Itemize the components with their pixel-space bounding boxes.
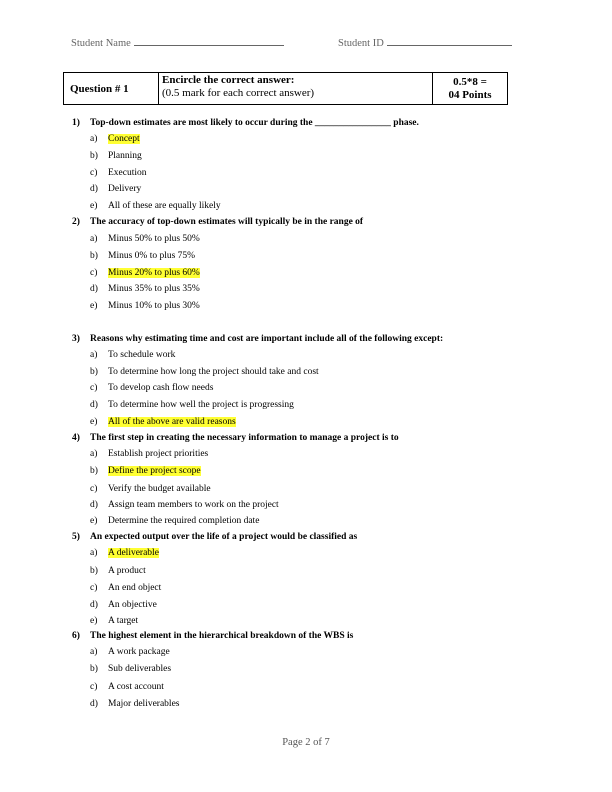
answer-option[interactable] — [90, 449, 208, 459]
answer-option[interactable] — [90, 516, 259, 526]
option-letter: d) — [90, 600, 98, 610]
option-text: To develop cash flow needs — [108, 383, 214, 393]
highlighted-answer-text: All of the above are valid reasons — [108, 417, 236, 427]
option-text: To determine how long the project should take and cost — [108, 367, 319, 377]
answer-option[interactable] — [90, 647, 170, 657]
question-3 — [72, 334, 542, 344]
answer-option[interactable] — [90, 350, 175, 360]
question-number: 5) — [72, 532, 80, 542]
option-letter: b) — [90, 664, 98, 674]
answer-option[interactable] — [90, 616, 138, 626]
answer-option[interactable] — [90, 600, 157, 610]
option-letter: b) — [90, 466, 98, 476]
student-id-field — [338, 36, 512, 49]
option-letter: e) — [90, 516, 98, 526]
answer-option[interactable] — [90, 484, 211, 494]
option-text: Determine the required completion date — [108, 516, 260, 526]
option-letter: a) — [90, 234, 98, 244]
answer-option[interactable] — [90, 400, 294, 410]
instruction-title: Encircle the correct answer: — [162, 74, 295, 86]
option-letter: a) — [90, 134, 98, 144]
question-text: Top-down estimates are most likely to occur during the ________________ phase. — [90, 118, 419, 128]
points-cell — [433, 73, 507, 104]
question-header-table — [63, 72, 508, 105]
instruction-note: (0.5 mark for each correct answer) — [162, 87, 315, 99]
option-text: To determine how well the project is progressing — [108, 400, 294, 410]
answer-option[interactable] — [90, 134, 140, 144]
option-text: A cost account — [108, 682, 164, 692]
option-text: Planning — [108, 151, 142, 161]
option-letter: b) — [90, 251, 98, 261]
answer-option[interactable] — [90, 583, 161, 593]
answer-option[interactable] — [90, 664, 171, 674]
highlighted-answer-text: Concept — [108, 134, 140, 144]
answer-option[interactable] — [90, 234, 200, 244]
highlighted-answer-text: Define the project scope — [108, 466, 201, 476]
question-label: Question # 1 — [64, 73, 159, 104]
answer-option[interactable] — [90, 184, 141, 194]
option-text: Minus 35% to plus 35% — [108, 284, 200, 294]
question-2 — [72, 217, 542, 227]
question-number: 4) — [72, 433, 80, 443]
option-letter: c) — [90, 583, 98, 593]
option-letter: c) — [90, 268, 98, 278]
student-id-blank — [387, 36, 512, 46]
option-text: Minus 0% to plus 75% — [108, 251, 196, 261]
option-letter: a) — [90, 548, 98, 558]
option-text: A product — [108, 566, 146, 576]
option-text: Establish project priorities — [108, 449, 209, 459]
option-letter: e) — [90, 616, 98, 626]
option-text: All of these are equally likely — [108, 201, 221, 211]
option-letter: b) — [90, 566, 98, 576]
answer-option[interactable] — [90, 500, 279, 510]
option-letter: d) — [90, 400, 98, 410]
answer-option[interactable] — [90, 168, 147, 178]
question-4 — [72, 433, 542, 443]
answer-option[interactable] — [90, 383, 213, 393]
option-letter: e) — [90, 201, 98, 211]
option-letter: b) — [90, 367, 98, 377]
option-letter: a) — [90, 350, 98, 360]
option-text: A target — [108, 616, 139, 626]
option-letter: c) — [90, 484, 98, 494]
option-letter: e) — [90, 301, 98, 311]
question-text: An expected output over the life of a project would be classified as — [90, 532, 358, 542]
option-text: Verify the budget available — [108, 484, 211, 494]
question-number: 3) — [72, 334, 80, 344]
option-text: Sub deliverables — [108, 664, 172, 674]
question-text: The accuracy of top-down estimates will typically be in the range of — [90, 217, 364, 227]
question-text: The first step in creating the necessary information to manage a project is to — [90, 433, 399, 443]
answer-option[interactable] — [90, 367, 319, 377]
option-letter: a) — [90, 449, 98, 459]
question-1 — [72, 118, 542, 128]
answer-option[interactable] — [90, 268, 200, 278]
answer-option[interactable] — [90, 699, 180, 709]
option-letter: d) — [90, 500, 98, 510]
instruction-cell — [159, 73, 433, 104]
option-letter: c) — [90, 383, 98, 393]
option-letter: b) — [90, 151, 98, 161]
question-text: The highest element in the hierarchical breakdown of the WBS is — [90, 631, 354, 641]
option-letter: d) — [90, 184, 98, 194]
student-name-label: Student Name — [71, 38, 131, 49]
option-letter: e) — [90, 417, 98, 427]
option-text: Delivery — [108, 184, 142, 194]
points-formula: 0.5*8 = — [453, 76, 487, 88]
answer-option[interactable] — [90, 284, 200, 294]
student-name-field — [71, 36, 284, 49]
option-text: Minus 50% to plus 50% — [108, 234, 200, 244]
answer-option[interactable] — [90, 682, 164, 692]
option-text: Major deliverables — [108, 699, 180, 709]
option-text: A work package — [108, 647, 170, 657]
option-letter: c) — [90, 682, 98, 692]
option-text: Assign team members to work on the project — [108, 500, 279, 510]
option-text: An end object — [108, 583, 162, 593]
question-number: 1) — [72, 118, 80, 128]
highlighted-answer-text: A deliverable — [108, 548, 159, 558]
answer-option[interactable] — [90, 201, 221, 211]
question-text: Reasons why estimating time and cost are important include all of the following except: — [90, 334, 444, 344]
option-text: To schedule work — [108, 350, 176, 360]
answer-option[interactable] — [90, 548, 159, 558]
highlighted-answer-text: Minus 20% to plus 60% — [108, 268, 200, 278]
page-number: Page 2 of 7 — [282, 737, 330, 748]
question-6 — [72, 631, 542, 641]
option-text: An objective — [108, 600, 157, 610]
answer-option[interactable] — [90, 301, 200, 311]
answer-option[interactable] — [90, 566, 146, 576]
question-number: 2) — [72, 217, 80, 227]
answer-option[interactable] — [90, 151, 142, 161]
answer-option[interactable] — [90, 466, 201, 476]
option-letter: a) — [90, 647, 98, 657]
student-name-blank — [134, 36, 284, 46]
answer-option[interactable] — [90, 251, 195, 261]
student-id-label: Student ID — [338, 38, 384, 49]
option-letter: d) — [90, 699, 98, 709]
option-letter: c) — [90, 168, 98, 178]
option-letter: d) — [90, 284, 98, 294]
option-text: Execution — [108, 168, 147, 178]
answer-option[interactable] — [90, 417, 236, 427]
question-5 — [72, 532, 542, 542]
option-text: Minus 10% to plus 30% — [108, 301, 200, 311]
question-number: 6) — [72, 631, 80, 641]
points-total: 04 Points — [448, 89, 492, 101]
